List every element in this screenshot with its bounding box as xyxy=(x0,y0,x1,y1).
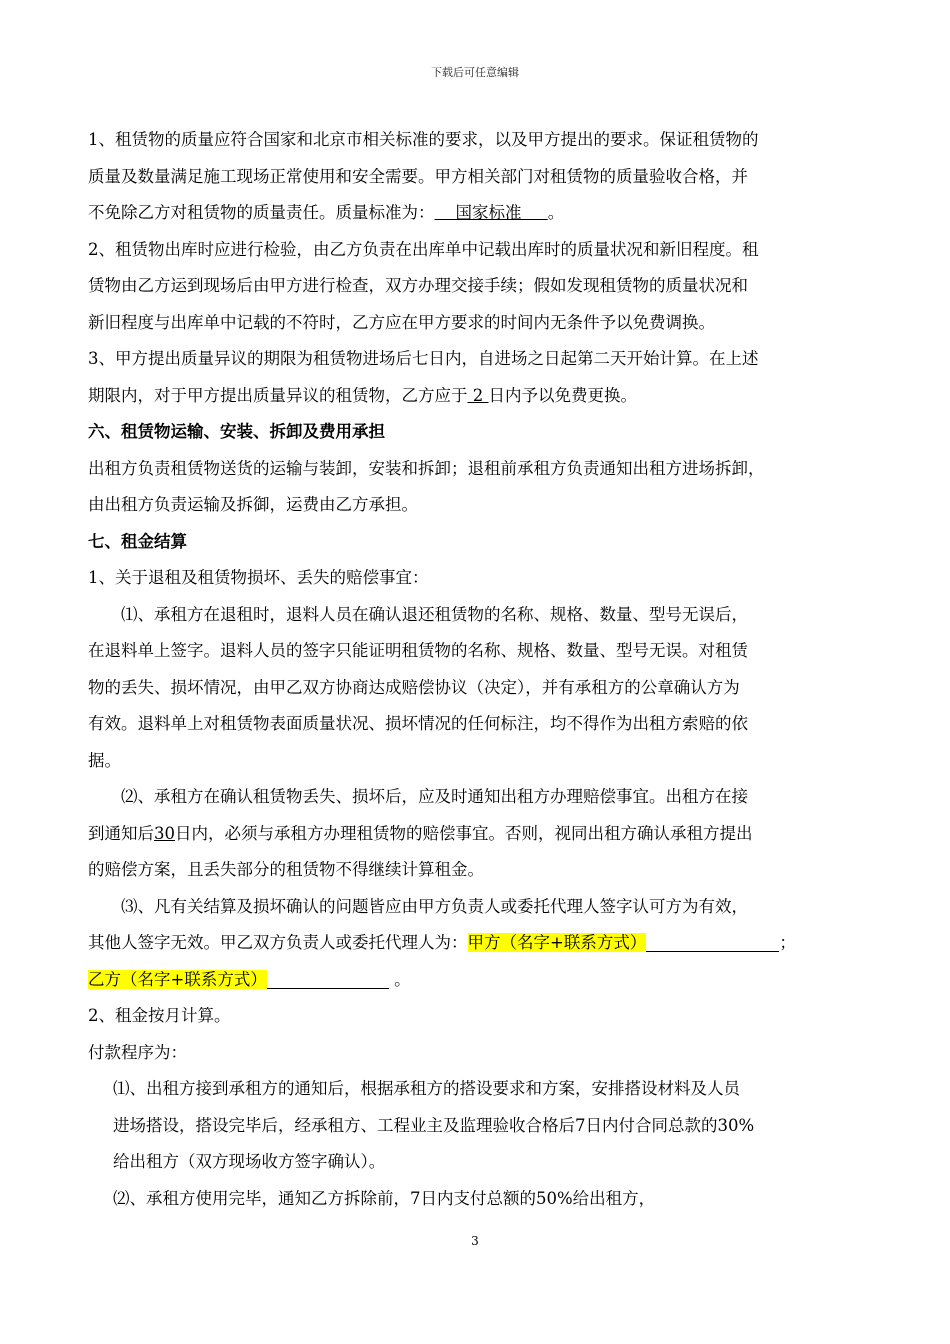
text-line: 给出租方（双方现场收方签字确认）。 xyxy=(113,1152,386,1171)
text-line: ⑶、凡有关结算及损坏确认的问题皆应由甲方负责人或委托代理人签字认可方为有效， xyxy=(121,896,748,916)
section-heading-7: 七、租金结算 xyxy=(88,531,187,551)
text-line: 赁物由乙方运到现场后由甲方进行检查，双方办理交接手续；假如发现租赁物的质量状况和 xyxy=(88,276,748,295)
text-line xyxy=(88,816,872,853)
text-line: ⑵、承租方使用完毕，通知乙方拆除前，7日内支付总额的50%给出租方， xyxy=(113,1188,656,1208)
text-line: 有效。退料单上对租赁物表面质量状况、损坏情况的任何标注，均不得作为出租方索赔的依 xyxy=(88,714,748,733)
page-number: 3 xyxy=(471,1234,479,1248)
text-line xyxy=(88,962,872,999)
page-header: 下载后可任意编辑 xyxy=(431,66,519,79)
text-line: 物的丢失、损坏情况，由甲乙双方协商达成赔偿协议（决定），并有承租方的公章确认方为 xyxy=(88,677,740,697)
text-line: ⑴、出租方接到承租方的通知后，根据承租方的搭设要求和方案，安排搭设材料及人员 xyxy=(113,1079,740,1098)
text-segment: 。 xyxy=(388,969,411,989)
text-segment: 。 xyxy=(547,203,565,222)
text-line: ⑴、承租方在退租时，退料人员在确认退还租赁物的名称、规格、数量、型号无误后， xyxy=(121,604,748,624)
text-line: 由出租方负责运输及拆御，运费由乙方承担。 xyxy=(88,495,418,514)
text-line xyxy=(88,195,872,232)
text-segment: ； xyxy=(779,933,796,952)
text-line: 据。 xyxy=(88,750,121,770)
compensation-days-field: 30 xyxy=(154,823,175,843)
text-segment: 到通知后 xyxy=(88,823,154,843)
document-body xyxy=(88,122,872,1217)
text-segment: 日内，必须与承租方办理租赁物的赔偿事宜。否则，视同出租方确认承租方提出 xyxy=(175,823,753,843)
text-line: 2、租赁物出库时应进行检验，由乙方负责在出库单中记载出库时的质量状况和新旧程度。租 xyxy=(88,239,759,259)
quality-standard-field: 国家标准 xyxy=(434,203,548,222)
text-line: 1、关于退租及租赁物损坏、丢失的赔偿事宜： xyxy=(88,568,429,587)
text-line: 的赔偿方案，且丢失部分的租赁物不得继续计算租金。 xyxy=(88,860,484,879)
text-line: ⑵、承租方在确认租赁物丢失、损坏后，应及时通知出租方办理赔偿事宜。出租方在接 xyxy=(121,787,748,806)
text-line: 在退料单上签字。退料人员的签字只能证明租赁物的名称、规格、数量、型号无误。对租赁 xyxy=(88,641,748,660)
text-line: 新旧程度与出库单中记载的不符时，乙方应在甲方要求的时间内无条件予以免费调换。 xyxy=(88,312,715,332)
party-b-placeholder: 乙方（名字+联系方式） xyxy=(88,969,267,989)
text-line: 进场搭设，搭设完毕后，经承租方、工程业主及监理验收合格后7日内付合同总款的30% xyxy=(113,1115,755,1135)
text-line: 3、甲方提出质量异议的期限为租赁物进场后七日内，自进场之日起第二天开始计算。在上述 xyxy=(88,349,759,368)
party-a-placeholder: 甲方（名字+联系方式） xyxy=(467,933,647,952)
party-a-blank[interactable] xyxy=(646,929,779,952)
text-line xyxy=(88,925,872,962)
text-line: 1、租赁物的质量应符合国家和北京市相关标准的要求，以及甲方提出的要求。保证租赁物的 xyxy=(88,130,759,149)
party-b-blank[interactable] xyxy=(267,966,389,989)
text-segment: 不免除乙方对租赁物的质量责任。质量标准为： xyxy=(88,203,435,222)
text-segment: 期限内，对于甲方提出质量异议的租赁物，乙方应于 xyxy=(88,385,468,405)
text-line: 付款程序为： xyxy=(88,1042,187,1062)
section-heading-6: 六、租赁物运输、安装、拆卸及费用承担 xyxy=(88,422,385,441)
text-line xyxy=(88,378,872,415)
replace-days-field: 2 xyxy=(467,385,489,405)
text-line: 质量及数量满足施工现场正常使用和安全需要。甲方相关部门对租赁物的质量验收合格，并 xyxy=(88,166,748,186)
text-segment: 日内予以免费更换。 xyxy=(488,385,637,405)
text-line: 2、租金按月计算。 xyxy=(88,1006,231,1025)
text-segment: 其他人签字无效。甲乙双方负责人或委托代理人为： xyxy=(88,933,468,952)
text-line: 出租方负责租赁物送货的运输与装卸，安装和拆卸；退租前承租方负责通知出租方进场拆卸， xyxy=(88,458,765,478)
